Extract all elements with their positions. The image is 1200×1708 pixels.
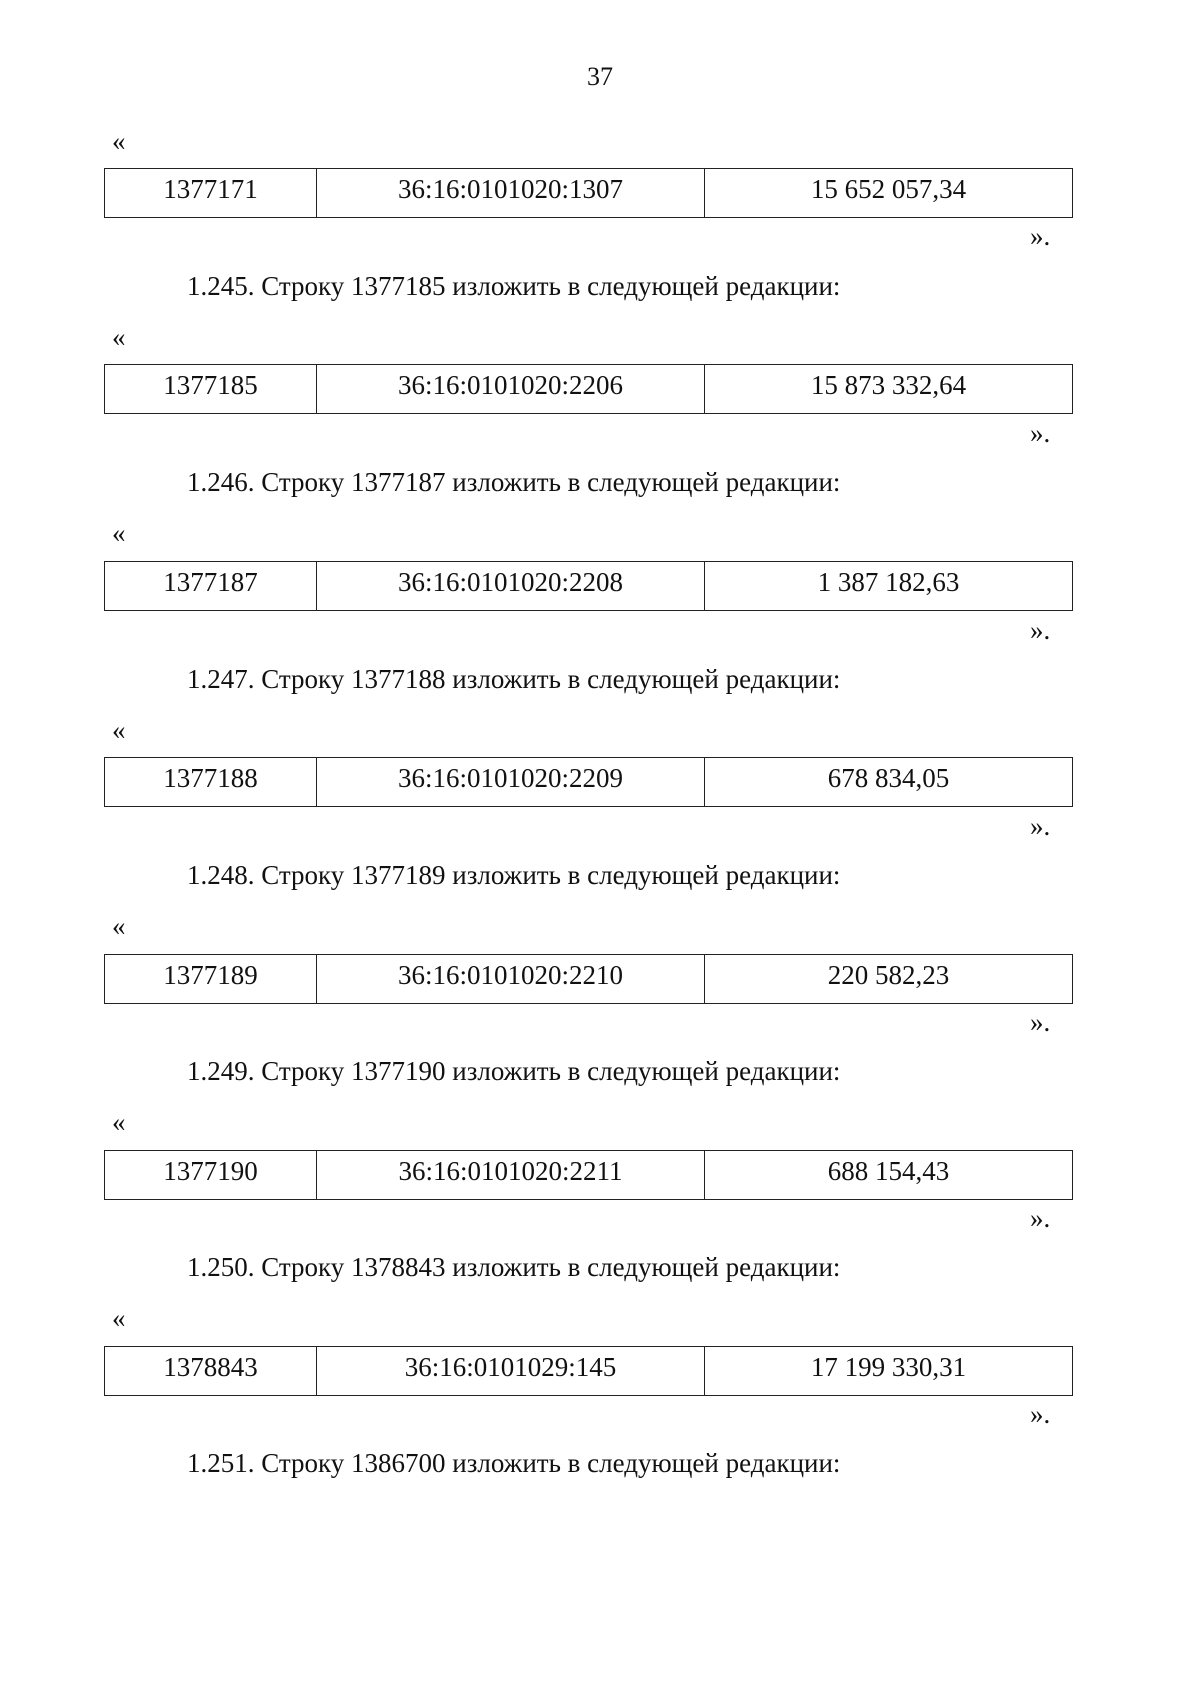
value-cell: 15 873 332,64 <box>705 365 1073 414</box>
row-number-cell: 1377190 <box>105 1151 317 1200</box>
page-number: 37 <box>587 62 613 91</box>
section-heading: 1.251. Строку 1386700 изложить в следующей редакции: <box>187 1448 841 1478</box>
data-table <box>104 168 1073 218</box>
value-cell: 17 199 330,31 <box>705 1347 1073 1396</box>
section-heading: 1.248. Строку 1377189 изложить в следующей редакции: <box>187 860 841 890</box>
value-cell: 678 834,05 <box>705 758 1073 807</box>
row-number-cell: 1377189 <box>105 955 317 1004</box>
cadastral-number-cell: 36:16:0101020:2206 <box>317 365 705 414</box>
section-heading: 1.247. Строку 1377188 изложить в следующей редакции: <box>187 664 841 694</box>
closing-quote: ». <box>1030 811 1051 841</box>
cadastral-number-cell: 36:16:0101020:2209 <box>317 758 705 807</box>
cadastral-number-cell: 36:16:0101020:2210 <box>317 955 705 1004</box>
data-table <box>104 364 1073 414</box>
data-table <box>104 1346 1073 1396</box>
opening-quote: « <box>112 911 126 941</box>
data-table <box>104 1150 1073 1200</box>
row-number-cell: 1377187 <box>105 562 317 611</box>
data-table <box>104 561 1073 611</box>
closing-quote: ». <box>1030 1007 1051 1037</box>
table-row <box>105 1151 1073 1200</box>
opening-quote: « <box>112 126 126 156</box>
closing-quote: ». <box>1030 615 1051 645</box>
section-heading: 1.249. Строку 1377190 изложить в следующей редакции: <box>187 1056 841 1086</box>
opening-quote: « <box>112 1303 126 1333</box>
cadastral-number-cell: 36:16:0101029:145 <box>317 1347 705 1396</box>
row-number-cell: 1377188 <box>105 758 317 807</box>
section-heading: 1.245. Строку 1377185 изложить в следующей редакции: <box>187 271 841 301</box>
closing-quote: ». <box>1030 1399 1051 1429</box>
section-heading: 1.250. Строку 1378843 изложить в следующей редакции: <box>187 1252 841 1282</box>
value-cell: 688 154,43 <box>705 1151 1073 1200</box>
closing-quote: ». <box>1030 1203 1051 1233</box>
closing-quote: ». <box>1030 418 1051 448</box>
row-number-cell: 1378843 <box>105 1347 317 1396</box>
value-cell: 1 387 182,63 <box>705 562 1073 611</box>
table-row <box>105 169 1073 218</box>
closing-quote: ». <box>1030 221 1051 251</box>
opening-quote: « <box>112 1107 126 1137</box>
table-row <box>105 365 1073 414</box>
cadastral-number-cell: 36:16:0101020:1307 <box>317 169 705 218</box>
row-number-cell: 1377185 <box>105 365 317 414</box>
cadastral-number-cell: 36:16:0101020:2208 <box>317 562 705 611</box>
opening-quote: « <box>112 715 126 745</box>
opening-quote: « <box>112 322 126 352</box>
section-heading: 1.246. Строку 1377187 изложить в следующей редакции: <box>187 467 841 497</box>
data-table <box>104 954 1073 1004</box>
table-row <box>105 758 1073 807</box>
value-cell: 15 652 057,34 <box>705 169 1073 218</box>
opening-quote: « <box>112 518 126 548</box>
row-number-cell: 1377171 <box>105 169 317 218</box>
data-table <box>104 757 1073 807</box>
table-row <box>105 1347 1073 1396</box>
cadastral-number-cell: 36:16:0101020:2211 <box>317 1151 705 1200</box>
value-cell: 220 582,23 <box>705 955 1073 1004</box>
table-row <box>105 562 1073 611</box>
table-row <box>105 955 1073 1004</box>
